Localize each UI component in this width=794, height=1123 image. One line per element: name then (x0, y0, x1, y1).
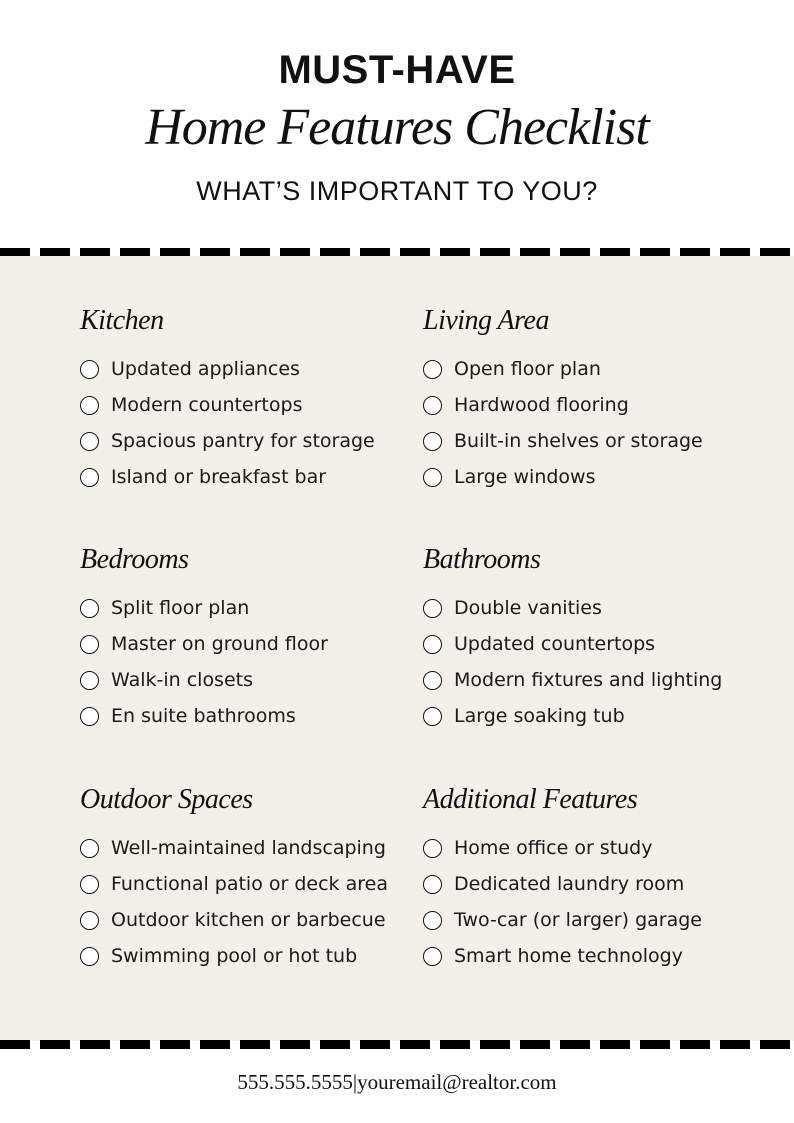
item-label: Home office or study (454, 837, 653, 859)
checklist-item[interactable] (423, 590, 763, 626)
item-label: Swimming pool or hot tub (111, 945, 358, 967)
section-title: Bedrooms (80, 544, 189, 575)
item-label: Large windows (454, 466, 596, 488)
checklist-item[interactable] (423, 626, 763, 662)
checklist-item[interactable] (423, 698, 763, 734)
section-kitchen (80, 305, 420, 495)
checklist-item[interactable] (80, 459, 420, 495)
section-bedrooms (80, 544, 420, 734)
checklist-item[interactable] (423, 662, 763, 698)
section-bathrooms (423, 544, 763, 734)
tagline: WHAT’S IMPORTANT TO YOU? (196, 176, 598, 206)
checklist-item[interactable] (423, 387, 763, 423)
checklist-item[interactable] (423, 938, 763, 974)
checklist-item[interactable] (80, 830, 420, 866)
checkbox-circle-icon[interactable] (80, 360, 99, 379)
checklist-item[interactable] (80, 698, 420, 734)
checkbox-circle-icon[interactable] (423, 839, 442, 858)
checklist-item[interactable] (80, 590, 420, 626)
item-label: Well-maintained landscaping (111, 837, 386, 859)
item-label: Two-car (or larger) garage (454, 909, 702, 931)
checkbox-circle-icon[interactable] (80, 707, 99, 726)
item-label: Large soaking tub (454, 705, 625, 727)
checklist-item[interactable] (80, 626, 420, 662)
section-outdoor-spaces (80, 784, 420, 974)
checklist-item[interactable] (423, 902, 763, 938)
checklist-item[interactable] (80, 662, 420, 698)
checklist-item[interactable] (423, 459, 763, 495)
checklist-item[interactable] (80, 387, 420, 423)
section-title: Outdoor Spaces (80, 784, 253, 815)
item-label: Smart home technology (454, 945, 683, 967)
item-label: Island or breakfast bar (111, 466, 327, 488)
item-label: Double vanities (454, 597, 602, 619)
item-label: Hardwood flooring (454, 394, 629, 416)
checkbox-circle-icon[interactable] (80, 635, 99, 654)
item-label: Split floor plan (111, 597, 250, 619)
item-label: Updated countertops (454, 633, 656, 655)
email: youremail@realtor.com (357, 1070, 557, 1094)
section-title: Kitchen (80, 305, 164, 336)
item-label: Dedicated laundry room (454, 873, 685, 895)
checklist-item[interactable] (80, 902, 420, 938)
item-label: Spacious pantry for storage (111, 430, 375, 452)
bottom-dashed-divider (0, 1040, 794, 1049)
checkbox-circle-icon[interactable] (80, 432, 99, 451)
checklist-item[interactable] (80, 866, 420, 902)
checkbox-circle-icon[interactable] (80, 396, 99, 415)
phone: 555.555.5555 (237, 1070, 353, 1094)
item-label: Open floor plan (454, 358, 601, 380)
checkbox-circle-icon[interactable] (80, 671, 99, 690)
checkbox-circle-icon[interactable] (80, 911, 99, 930)
subtitle: Home Features Checklist (145, 99, 649, 156)
checkbox-circle-icon[interactable] (80, 839, 99, 858)
checkbox-circle-icon[interactable] (80, 947, 99, 966)
section-additional-features (423, 784, 763, 974)
item-label: Built-in shelves or storage (454, 430, 703, 452)
checkbox-circle-icon[interactable] (423, 360, 442, 379)
item-label: Master on ground floor (111, 633, 328, 655)
checkbox-circle-icon[interactable] (423, 468, 442, 487)
footer-contact (0, 1070, 794, 1095)
item-label: Modern countertops (111, 394, 303, 416)
checklist-item[interactable] (80, 938, 420, 974)
checkbox-circle-icon[interactable] (423, 707, 442, 726)
checklist-item[interactable] (80, 423, 420, 459)
item-label: Updated appliances (111, 358, 300, 380)
checklist-item[interactable] (80, 351, 420, 387)
checkbox-circle-icon[interactable] (423, 432, 442, 451)
checkbox-circle-icon[interactable] (423, 599, 442, 618)
checkbox-circle-icon[interactable] (423, 635, 442, 654)
item-label: Modern fixtures and lighting (454, 669, 723, 691)
checkbox-circle-icon[interactable] (80, 875, 99, 894)
item-label: En suite bathrooms (111, 705, 296, 727)
checkbox-circle-icon[interactable] (80, 468, 99, 487)
item-label: Walk-in closets (111, 669, 253, 691)
checkbox-circle-icon[interactable] (423, 911, 442, 930)
checkbox-circle-icon[interactable] (423, 875, 442, 894)
checkbox-circle-icon[interactable] (423, 671, 442, 690)
checkbox-circle-icon[interactable] (80, 599, 99, 618)
checklist-item[interactable] (423, 866, 763, 902)
checkbox-circle-icon[interactable] (423, 396, 442, 415)
separator: | (352, 1070, 358, 1094)
checklist-item[interactable] (423, 351, 763, 387)
checklist-item[interactable] (423, 830, 763, 866)
checklist-item[interactable] (423, 423, 763, 459)
section-title: Living Area (423, 305, 549, 336)
section-title: Bathrooms (423, 544, 541, 575)
section-title: Additional Features (423, 784, 638, 815)
item-label: Outdoor kitchen or barbecue (111, 909, 386, 931)
section-living-area (423, 305, 763, 495)
title: MUST-HAVE (278, 48, 516, 92)
item-label: Functional patio or deck area (111, 873, 388, 895)
checkbox-circle-icon[interactable] (423, 947, 442, 966)
